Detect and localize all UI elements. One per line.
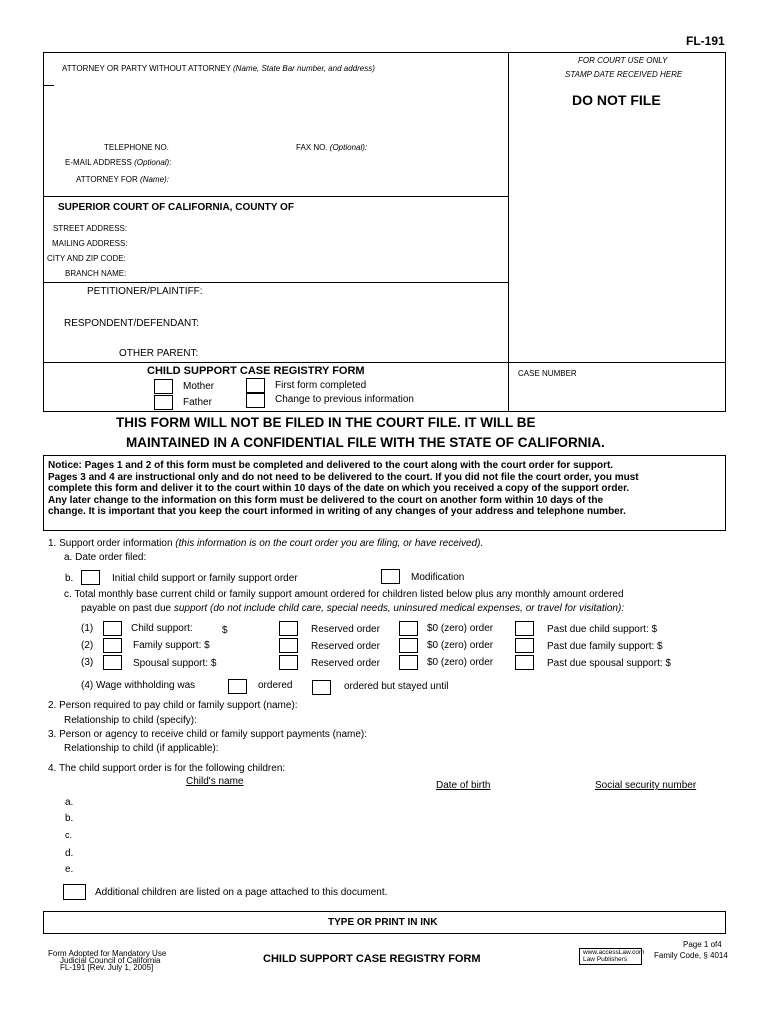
do-not-file: DO NOT FILE (572, 92, 661, 108)
pastdue-family-checkbox[interactable] (515, 638, 534, 653)
child-row-d: d. (65, 848, 74, 859)
wage-withholding-label: (4) Wage withholding was (81, 680, 196, 691)
stamp-date: STAMP DATE RECEIVED HERE (565, 70, 683, 79)
respondent-label: RESPONDENT/DEFENDANT: (64, 318, 200, 329)
form-id: FL-191 (686, 34, 725, 48)
mother-checkbox[interactable] (154, 379, 173, 394)
family-code: Family Code, § 4014 (654, 951, 728, 960)
footer-title: CHILD SUPPORT CASE REGISTRY FORM (263, 953, 481, 965)
col-date-of-birth: Date of birth (436, 780, 491, 791)
wage-ordered-label: ordered (258, 680, 293, 691)
zero-order-3-label: $0 (zero) order (427, 657, 494, 668)
telephone-label: TELEPHONE NO. (104, 143, 169, 152)
case-number-label: CASE NUMBER (518, 369, 577, 378)
item2-heading: 2. Person required to pay child or family support (name): (48, 700, 298, 711)
first-form-checkbox[interactable] (246, 378, 265, 393)
banner-line1: THIS FORM WILL NOT BE FILED IN THE COURT FILE. IT WILL BE (116, 415, 536, 430)
child-support-dollar: $ (222, 625, 228, 636)
wage-stayed-checkbox[interactable] (312, 680, 331, 695)
pastdue-spousal-label: Past due spousal support: $ (547, 658, 671, 669)
item3-relationship: Relationship to child (if applicable): (64, 743, 219, 754)
zero-order-2-checkbox[interactable] (399, 638, 418, 653)
col-ssn: Social security number (595, 780, 697, 791)
pastdue-child-label: Past due child support: $ (547, 624, 658, 635)
item2-relationship: Relationship to child (specify): (64, 715, 197, 726)
adopted-text: Form Adopted for Mandatory Use Judicial Council of California FL-191 [Rev. July 1, 2005] (48, 949, 167, 972)
additional-children-checkbox[interactable] (63, 884, 86, 900)
wage-stayed-label: ordered but stayed until (344, 681, 449, 692)
modification-checkbox[interactable] (381, 569, 400, 584)
page-number: Page 1 of4 (683, 940, 722, 949)
petitioner-label: PETITIONER/PLAINTIFF: (87, 286, 203, 297)
court-use-only: FOR COURT USE ONLY (578, 56, 668, 65)
child-support-checkbox[interactable] (103, 621, 122, 636)
item3-heading: 3. Person or agency to receive child or family support payments (name): (48, 729, 368, 740)
reserved-order-1-label: Reserved order (311, 624, 380, 635)
attorney-for-label: ATTORNEY FOR (Name): (76, 175, 169, 184)
mother-label: Mother (183, 381, 215, 392)
row3-num: (3) (81, 657, 94, 668)
child-row-e: e. (65, 864, 74, 875)
wage-ordered-checkbox[interactable] (228, 679, 247, 694)
item1-date-filed: a. Date order filed: (64, 552, 147, 563)
banner-line2: MAINTAINED IN A CONFIDENTIAL FILE WITH THE STATE OF CALIFORNIA. (126, 435, 605, 450)
row1-num: (1) (81, 623, 94, 634)
pastdue-spousal-checkbox[interactable] (515, 655, 534, 670)
reserved-order-2-checkbox[interactable] (279, 638, 298, 653)
email-label: E-MAIL ADDRESS (Optional): (65, 158, 172, 167)
pastdue-child-checkbox[interactable] (515, 621, 534, 636)
child-row-b: b. (65, 813, 74, 824)
col-childs-name: Child's name (186, 776, 244, 787)
family-support-checkbox[interactable] (103, 638, 122, 653)
father-checkbox[interactable] (154, 395, 173, 410)
child-row-c: c. (65, 830, 73, 840)
family-support-label: Family support: $ (133, 640, 210, 651)
reserved-order-3-label: Reserved order (311, 658, 380, 669)
attorney-label: ATTORNEY OR PARTY WITHOUT ATTORNEY (Name, State Bar number, and address) (62, 64, 375, 73)
item4-heading: 4. The child support order is for the following children: (48, 763, 286, 774)
mailing-label: MAILING ADDRESS: (52, 239, 128, 248)
first-form-label: First form completed (275, 380, 367, 391)
modification-label: Modification (411, 572, 465, 583)
other-parent-label: OTHER PARENT: (119, 348, 199, 359)
zero-order-1-label: $0 (zero) order (427, 623, 494, 634)
branch-label: BRANCH NAME: (65, 269, 127, 278)
publisher-text: www.accessLaw.com Law Publishers (583, 949, 645, 963)
zero-order-2-label: $0 (zero) order (427, 640, 494, 651)
item1-b-label: b. (65, 573, 74, 584)
initial-order-label: Initial child support or family support order (112, 573, 298, 584)
spousal-support-checkbox[interactable] (103, 655, 122, 670)
child-support-label: Child support: (131, 623, 193, 634)
fax-label: FAX NO. (Optional): (296, 143, 368, 152)
zero-order-3-checkbox[interactable] (399, 655, 418, 670)
change-info-checkbox[interactable] (246, 393, 265, 408)
spousal-support-label: Spousal support: $ (133, 658, 217, 669)
court-title: SUPERIOR COURT OF CALIFORNIA, COUNTY OF (58, 202, 294, 213)
reserved-order-2-label: Reserved order (311, 641, 380, 652)
pastdue-family-label: Past due family support: $ (547, 641, 663, 652)
type-print-ink: TYPE OR PRINT IN INK (328, 917, 438, 928)
form-title: CHILD SUPPORT CASE REGISTRY FORM (147, 365, 365, 377)
child-row-a: a. (65, 797, 74, 808)
city-zip-label: CITY AND ZIP CODE: (47, 254, 126, 263)
item1-heading: 1. Support order information (this information is on the court order you are filing, or have received). (48, 538, 484, 549)
change-info-label: Change to previous information (275, 394, 414, 405)
reserved-order-1-checkbox[interactable] (279, 621, 298, 636)
father-label: Father (183, 397, 212, 408)
additional-children-label: Additional children are listed on a page attached to this document. (95, 887, 388, 898)
row2-num: (2) (81, 640, 94, 651)
item1-c-line2: payable on past due support (do not include child care, special needs, uninsured medical expenses, or travel for visitation): (81, 603, 625, 614)
zero-order-1-checkbox[interactable] (399, 621, 418, 636)
item1-c-line1: c. Total monthly base current child or family support amount ordered for children listed below plus any monthly amount ordered (64, 589, 624, 600)
street-label: STREET ADDRESS: (53, 224, 128, 233)
initial-order-checkbox[interactable] (81, 570, 100, 585)
notice-text: Notice: Pages 1 and 2 of this form must be completed and delivered to the court along with the court order for support. Pages 3 and 4 are instructional only and do not need to be delivered to the court. If you did not file the court order, you must complete this form and deliver it to the court within 10 days of the date on which you received a copy of the support order. Any later change to the information on this form must be delivered to the court on another form within 10 days of the change. It is important that you keep the court informed in writing of any changes of your address and telephone number. (48, 460, 639, 517)
reserved-order-3-checkbox[interactable] (279, 655, 298, 670)
